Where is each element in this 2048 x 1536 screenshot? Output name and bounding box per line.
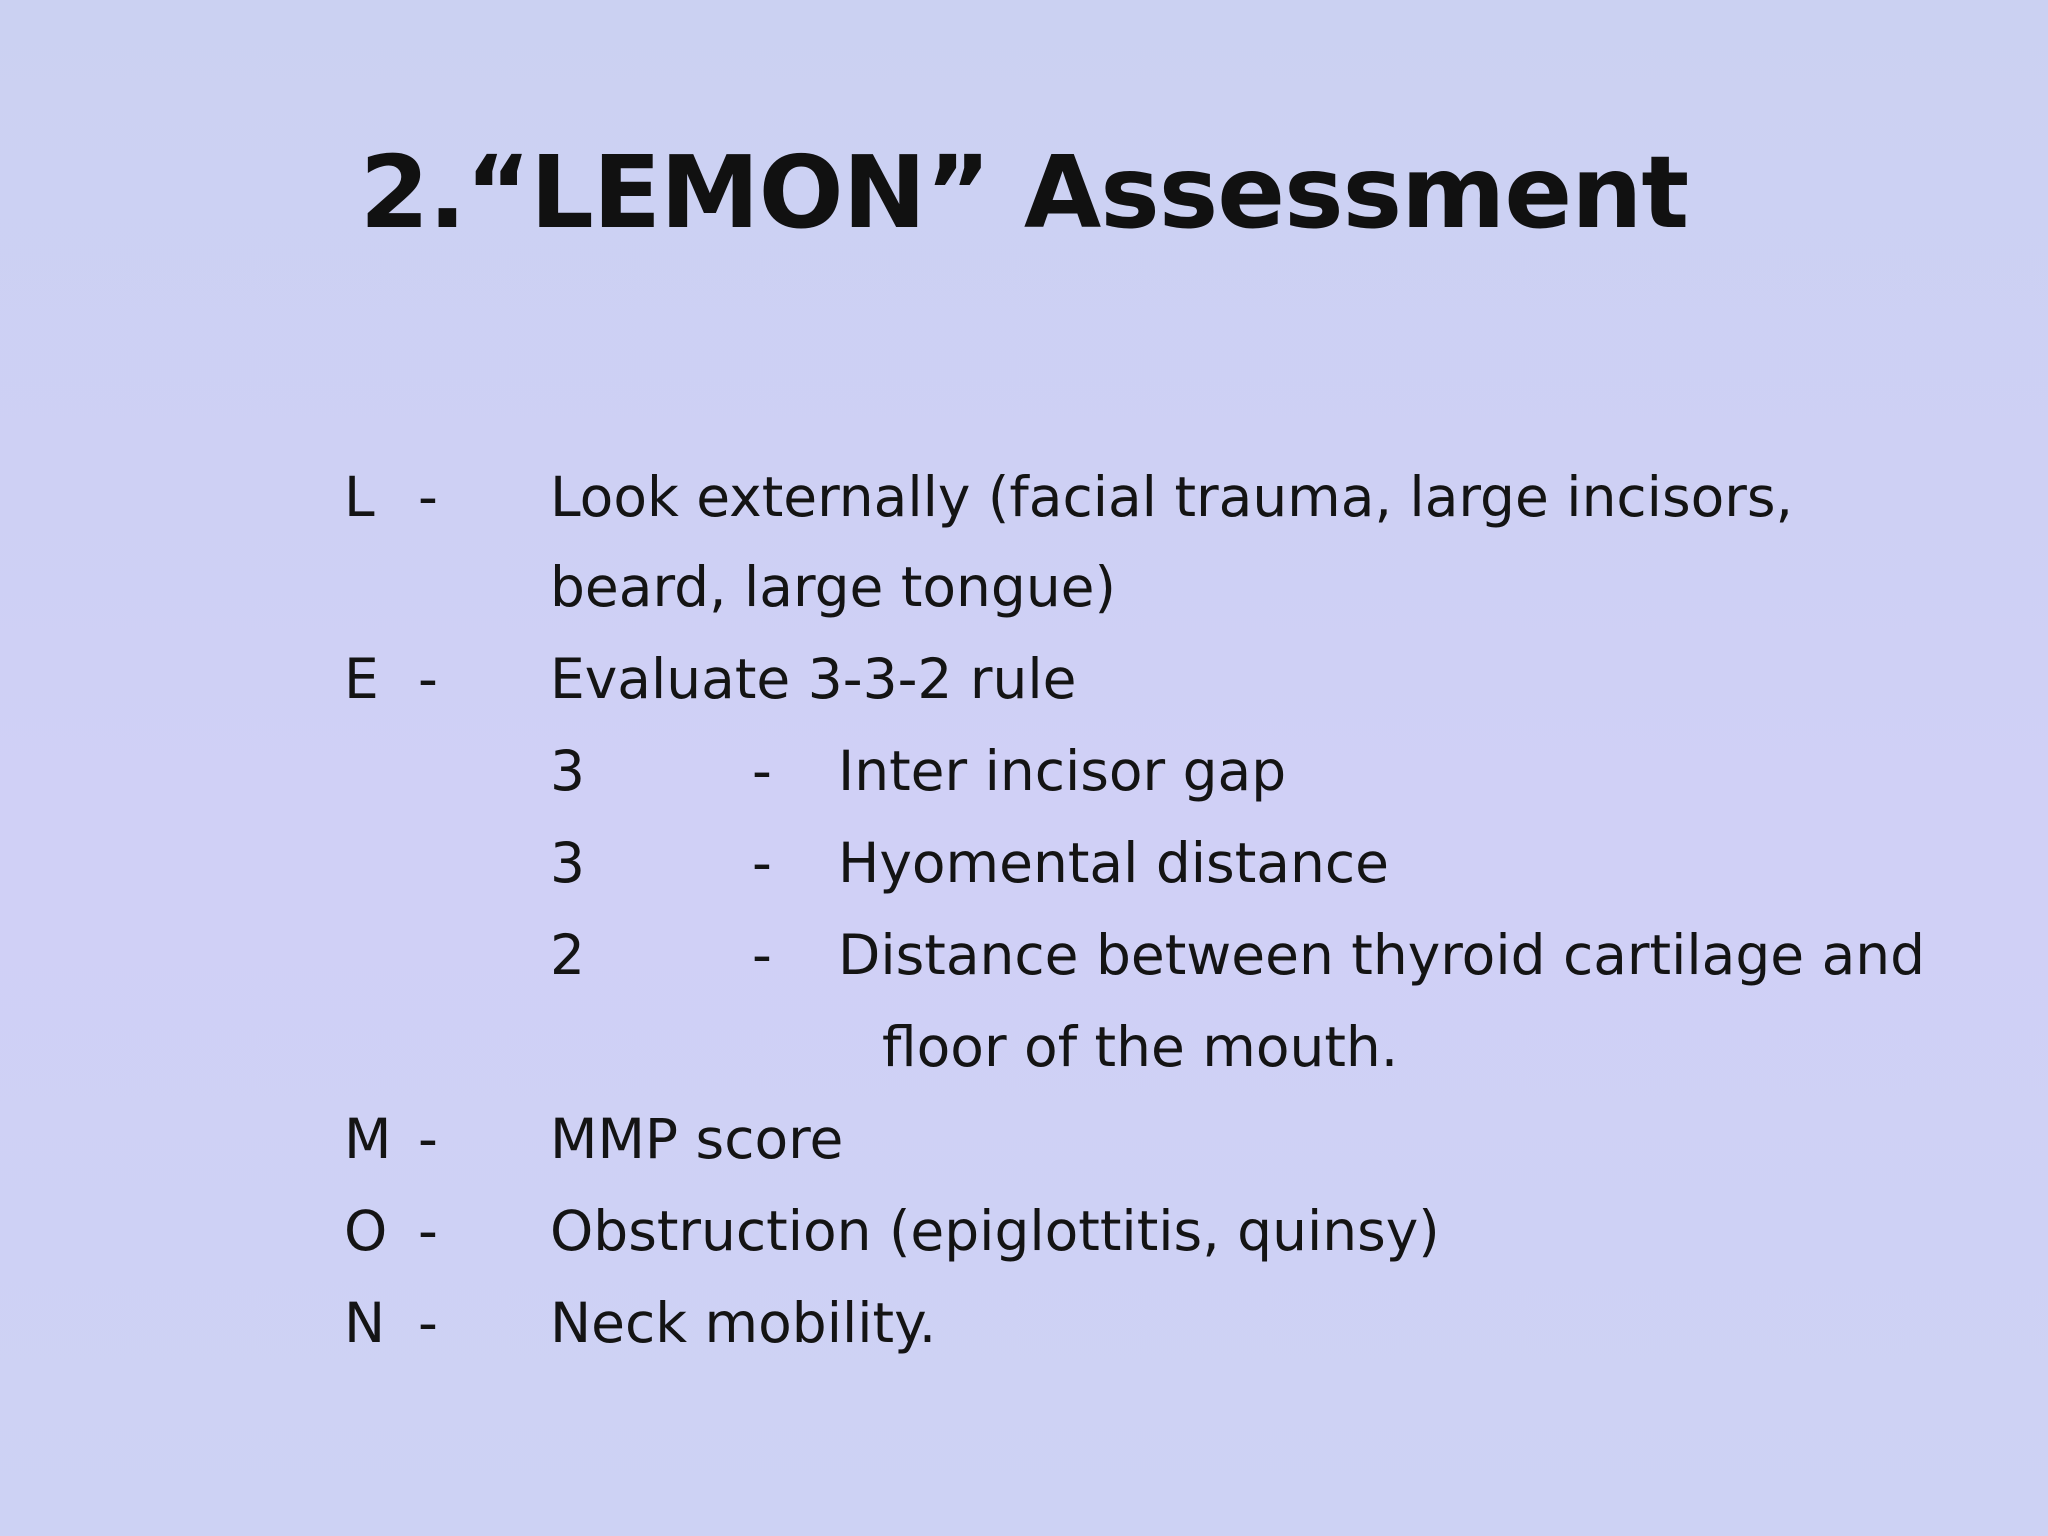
- item-dash-m: -: [418, 1107, 438, 1171]
- item-letter-n: N: [344, 1291, 386, 1355]
- subitem-dash-3: -: [752, 923, 772, 987]
- item-text-l-line1: Look externally (facial trauma, large incisors,: [550, 465, 1794, 529]
- subitem-number-1: 3: [550, 739, 585, 803]
- item-dash-l: -: [418, 465, 438, 529]
- item-text-n: Neck mobility.: [550, 1291, 937, 1355]
- item-text-e: Evaluate 3-3-2 rule: [550, 647, 1077, 711]
- item-letter-l: L: [344, 465, 375, 529]
- item-dash-n: -: [418, 1291, 438, 1355]
- item-letter-e: E: [344, 647, 379, 711]
- subitem-text-3-line2: floor of the mouth.: [882, 1015, 1399, 1079]
- item-dash-e: -: [418, 647, 438, 711]
- item-text-m: MMP score: [550, 1107, 844, 1171]
- subitem-number-2: 3: [550, 831, 585, 895]
- subitem-dash-2: -: [752, 831, 772, 895]
- item-dash-o: -: [418, 1199, 438, 1263]
- item-text-l-line2: beard, large tongue): [550, 555, 1116, 619]
- subitem-text-3-line1: Distance between thyroid cartilage and: [838, 923, 1926, 987]
- subitem-number-3: 2: [550, 923, 585, 987]
- item-letter-o: O: [344, 1199, 388, 1263]
- item-letter-m: M: [344, 1107, 392, 1171]
- slide-title: 2.“LEMON” Assessment: [359, 134, 1689, 251]
- subitem-text-2: Hyomental distance: [838, 831, 1389, 895]
- subitem-dash-1: -: [752, 739, 772, 803]
- subitem-text-1: Inter incisor gap: [838, 739, 1287, 803]
- item-text-o: Obstruction (epiglottitis, quinsy): [550, 1199, 1440, 1263]
